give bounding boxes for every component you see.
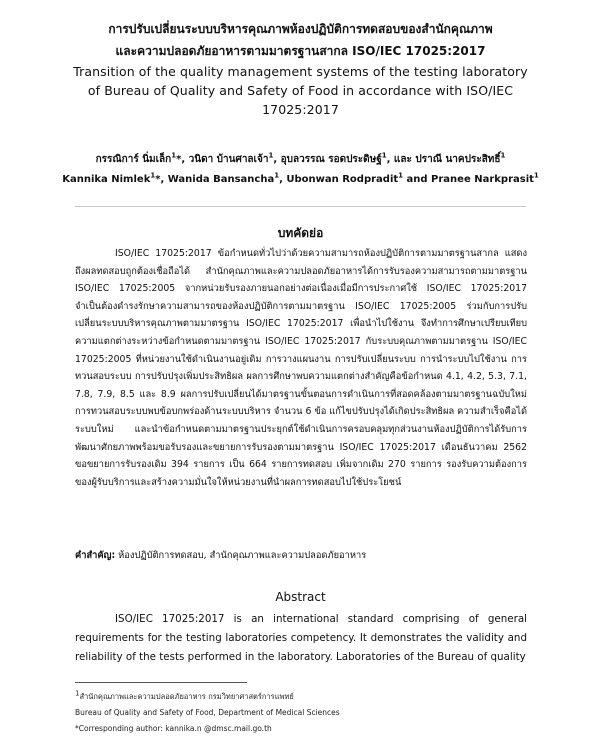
- affiliation-mark: 1: [268, 151, 274, 160]
- author-name: Ubonwan Rodpradit: [286, 174, 399, 185]
- footnote-affiliation-english: Bureau of Quality and Safety of Food, Department of Medical Sciences: [75, 708, 340, 717]
- affiliation-mark: 1: [75, 689, 80, 698]
- keywords-text: ห้องปฏิบัติการทดสอบ, สำนักคุณภาพและความปลอดภัยอาหาร: [118, 550, 367, 561]
- author-separator: ,: [273, 154, 281, 165]
- english-title-line-1: Transition of the quality management systems of the testing laboratory: [73, 64, 528, 79]
- author-separator: ,: [279, 174, 287, 185]
- english-abstract-heading: Abstract: [275, 590, 326, 604]
- author-separator: *,: [176, 154, 189, 165]
- thai-abstract-body: [75, 245, 527, 491]
- affiliation-mark: 1: [398, 171, 404, 180]
- thai-abstract-heading: บทคัดย่อ: [277, 226, 324, 240]
- footnote-text: สำนักคุณภาพและความปลอดภัยอาหาร กรมวิทยาศาสตร์การแพทย์: [79, 692, 294, 701]
- affiliation-mark: 1: [171, 151, 177, 160]
- author-name: ปราณี นาคประสิทธิ์: [415, 154, 501, 165]
- affiliation-mark: 1: [274, 171, 280, 180]
- author-name: Wanida Bansancha: [167, 174, 275, 185]
- thai-title-line-1: การปรับเปลี่ยนระบบบริหารคุณภาพห้องปฏิบัติการทดสอบของสำนักคุณภาพ: [108, 22, 493, 36]
- author-separator: *,: [155, 174, 168, 185]
- english-title-line-2: of Bureau of Quality and Safety of Food in accordance with ISO/IEC: [87, 83, 514, 98]
- author-list-thai: [60, 150, 541, 170]
- footnote-corresponding-author: *Corresponding author: kannika.n @dmsc.mail.go.th: [75, 724, 272, 733]
- english-abstract-text: ISO/IEC 17025:2017 is an international standard comprising of general requirements for the testing laboratories competency. It demonstrates the validity and reliability of the tests performed in the laboratory. Laboratories of the Bureau of quality: [75, 613, 527, 663]
- footnotes: [75, 689, 535, 737]
- footnote-divider: [75, 682, 247, 683]
- section-divider: [75, 206, 526, 207]
- author-name: อุบลวรรณ รอดประดิษฐ์: [280, 154, 382, 165]
- keywords-label: คำสำคัญ:: [75, 550, 116, 561]
- affiliation-mark: 1: [381, 151, 387, 160]
- english-abstract-body: [75, 610, 527, 667]
- affiliation-mark: 1: [150, 171, 156, 180]
- author-list-english: [60, 170, 541, 190]
- author-list: [60, 150, 541, 190]
- thai-title: [40, 18, 561, 62]
- english-title-line-3: 17025:2017: [262, 102, 339, 117]
- author-separator: and: [403, 174, 432, 185]
- author-separator: , และ: [386, 154, 412, 165]
- author-name: Pranee Narkprasit: [431, 174, 534, 185]
- thai-abstract-text: ISO/IEC 17025:2017 ข้อกำหนดทั่วไปว่าด้วยความสามารถห้องปฏิบัติการตามมาตรฐานสากล แสดงถึงผลทดสอบถูกต้องเชื่อถือได้ สำนักคุณภาพและความปลอดภัยอาหารได้การรับรองความสามารถตามมาตรฐาน ISO/IEC 17025:2005 จากหน่วยรับรองภายนอกอย่างต่อเนื่องเมื่อมีการประกาศใช้ ISO/IEC 17025:2017 จำเป็นต้องดำรงรักษาความสามารถของห้องปฏิบัติการตามมาตรฐาน ISO/IEC 17025:2005 ร่วมกับการปรับเปลี่ยนระบบบริหารคุณภาพตามมาตรฐาน ISO/IEC 17025:2017 เพื่อนำไปใช้งาน จึงทำการศึกษาเปรียบเทียบความแตกต่างระหว่างข้อกำหนดตามมาตรฐาน ISO/IEC 17025:2017 กับระบบคุณภาพตามมาตรฐาน ISO/IEC 17025:2005 ที่หน่วยงานใช้ดำเนินงานอยู่เดิม การวางแผนงาน การปรับเปลี่ยนระบบ การนำระบบไปใช้งาน การทวนสอบระบบ การปรับปรุงเพิ่มประสิทธิผล ผลการศึกษาพบความแตกต่างสำคัญคือข้อกำหนด 4.1, 4.2, 5.3, 7.1, 7.8, 7.9, 8.5 และ 8.9 ผลการปรับเปลี่ยนได้มาตรฐานขั้นตอนการดำเนินการที่สอดคล้องตามมาตรฐานฉบับใหม่ การทวนสอบระบบพบข้อบกพร่องด้านระบบบริหาร จำนวน 6 ข้อ แก้ไขปรับปรุงได้เกิดประสิทธิผล ความสำเร็จคือได้ระบบใหม่ และนำข้อกำหนดตามมาตรฐานประยุกต์ใช้ดำเนินการครอบคลุมทุกส่วนงานห้องปฏิบัติการได้รับการพัฒนาศักยภาพพร้อมขอรับรองและขยายการรับรองตามมาตรฐาน ISO/IEC 17025:2017 เดือนธันวาคม 2562 ขอขยายการรับรองเดิม 394 รายการ เป็น 664 รายการทดสอบ เพิ่มจากเดิม 270 รายการ รองรับความต้องการของผู้รับบริการและสร้างความมั่นใจให้หน่วยงานที่นำผลการทดสอบไปใช้ประโยชน์: [75, 248, 527, 488]
- thai-keywords: [75, 548, 527, 564]
- author-name: กรรณิการ์ นิ่มเล็ก: [95, 154, 172, 165]
- thai-title-line-2: และความปลอดภัยอาหารตามมาตรฐานสากล ISO/IEC 17025:2017: [115, 44, 486, 58]
- author-name: Kannika Nimlek: [62, 174, 151, 185]
- footnote-affiliation-thai: [75, 689, 535, 705]
- english-title: [40, 62, 561, 119]
- affiliation-mark: 1: [533, 171, 539, 180]
- affiliation-mark: 1: [500, 151, 506, 160]
- author-name: วนิดา บ้านศาลเจ้า: [188, 154, 269, 165]
